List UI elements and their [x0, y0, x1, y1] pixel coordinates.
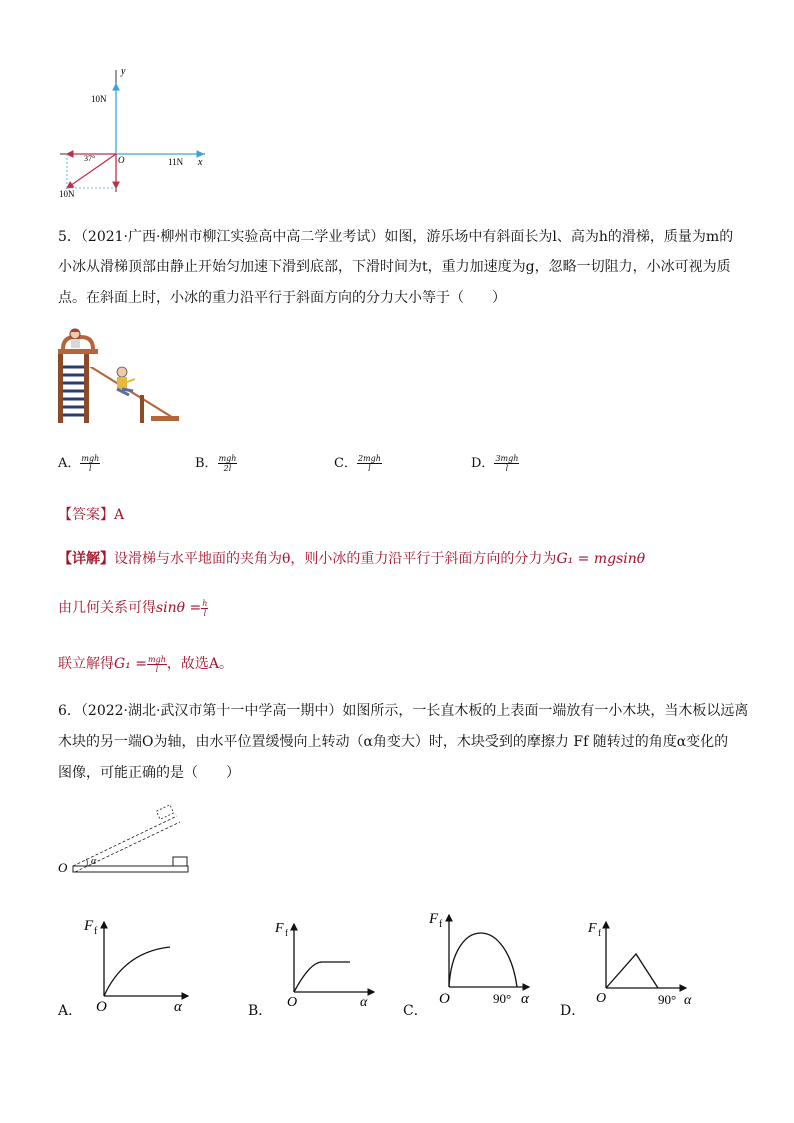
graph-c-origin: O — [439, 991, 450, 1007]
board-origin-label: O — [58, 860, 68, 875]
board-alpha-label: α — [91, 856, 97, 867]
graph-a-ysub: f — [94, 926, 98, 937]
option-numerator: 3mgh — [495, 454, 519, 463]
detail-text: 设滑梯与水平地面的夹角为θ，则小冰的重力沿平行于斜面方向的分力为 — [114, 551, 557, 567]
graph-a-origin: O — [96, 999, 107, 1015]
graph-b-origin: O — [287, 995, 298, 1010]
option-numerator: mgh — [81, 454, 100, 463]
q5-option-d[interactable] — [471, 452, 519, 473]
detail-formula: G₁ = mgsinθ — [556, 551, 646, 567]
solve-numerator: mgh — [147, 654, 166, 664]
graph-d-xlabel: α — [684, 993, 692, 1008]
option-denominator: l — [368, 464, 371, 473]
graph-c-xlabel: α — [521, 991, 529, 1007]
graph-c-90-mark: 90° — [493, 991, 512, 1006]
label-10n-top: 10N — [91, 94, 107, 104]
graph-d-origin: O — [596, 991, 607, 1006]
q6-graph-d[interactable] — [582, 910, 702, 1020]
q5-solution — [58, 653, 233, 675]
q5-detail — [58, 548, 645, 570]
q6-graph-a[interactable] — [80, 912, 200, 1022]
solve-tail: ，故选A。 — [166, 656, 233, 672]
solve-denominator: l — [155, 664, 159, 674]
option-letter: C． — [334, 456, 357, 471]
axis-x-label: x — [198, 157, 203, 168]
option-letter: B． — [195, 456, 218, 471]
geo-denominator: l — [203, 608, 207, 618]
graph-b-ylabel: F — [275, 921, 284, 936]
q5-line-3: 点。在斜面上时，小冰的重力沿平行于斜面方向的分力大小等于（ ） — [58, 290, 506, 306]
geo-numerator: h — [202, 598, 208, 608]
q5-option-a[interactable] — [58, 452, 100, 473]
option-denominator: l — [89, 464, 92, 473]
force-diagram — [55, 62, 215, 202]
board-diagram — [55, 800, 195, 880]
q6-graph-b[interactable] — [270, 910, 380, 1020]
graph-c-ysub: f — [439, 919, 443, 930]
q6-option-a-letter[interactable]: A． — [58, 1003, 83, 1019]
q6-graph-c[interactable] — [425, 905, 545, 1015]
q6-option-b-letter[interactable]: B． — [248, 1003, 273, 1019]
option-letter: D． — [471, 456, 495, 471]
graph-d-ylabel: F — [588, 921, 597, 936]
solve-text: 联立解得 — [58, 656, 114, 672]
option-denominator: l — [505, 464, 509, 473]
slide-illustration — [55, 327, 183, 425]
q5-line-2: 小冰从滑梯顶部由静止开始匀加速下滑到底部，下滑时间为t，重力加速度为g，忽略一切阻力，小冰可视为质 — [58, 259, 731, 275]
graph-c-ylabel: F — [429, 911, 439, 927]
q6-line-2: 木块的另一端O为轴，由水平位置缓慢向上转动（α角变大）时，木块受到的摩擦力 Ff 随转过的角度α变化的 — [58, 734, 729, 750]
label-10n-bottom: 10N — [59, 189, 75, 199]
option-numerator: 2mgh — [357, 454, 381, 463]
q6-option-d-letter[interactable]: D． — [560, 1003, 586, 1019]
q6-line-1: 6．（2022·湖北·武汉市第十一中学高一期中）如图所示，一长直木板的上表面一端放有一小木块，当木板以远离 — [58, 703, 749, 719]
graph-d-ysub: f — [598, 928, 601, 938]
axis-y-label: y — [121, 66, 126, 77]
label-origin: O — [118, 155, 125, 165]
graph-b-xlabel: α — [360, 995, 368, 1010]
q5-line-1: 5．（2021·广西·柳州市柳江实验高中高二学业考试）如图，游乐场中有斜面长为l、高为h的滑梯，质量为m的 — [58, 229, 734, 245]
label-angle: 37° — [84, 154, 96, 163]
option-letter: A． — [58, 456, 81, 471]
q6-line-3: 图像，可能正确的是（ ） — [58, 765, 240, 781]
graph-d-90-mark: 90° — [658, 992, 677, 1007]
graph-a-ylabel: F — [84, 918, 94, 934]
graph-a-xlabel: α — [174, 999, 182, 1015]
label-11n: 11N — [168, 157, 184, 167]
q5-answer: 【答案】A — [58, 507, 125, 523]
geo-formula: sinθ = — [156, 600, 202, 616]
option-numerator: mgh — [218, 454, 237, 463]
option-denominator: 2l — [223, 464, 232, 473]
q6-option-c-letter[interactable]: C． — [403, 1003, 428, 1019]
q5-option-c[interactable] — [334, 452, 382, 473]
q5-option-b[interactable] — [195, 452, 237, 473]
graph-b-ysub: f — [285, 928, 288, 938]
q5-geometry — [58, 597, 208, 619]
geo-text: 由几何关系可得 — [58, 600, 156, 616]
detail-tag: 【详解】 — [58, 551, 114, 567]
solve-formula: G₁ = — [114, 656, 147, 672]
